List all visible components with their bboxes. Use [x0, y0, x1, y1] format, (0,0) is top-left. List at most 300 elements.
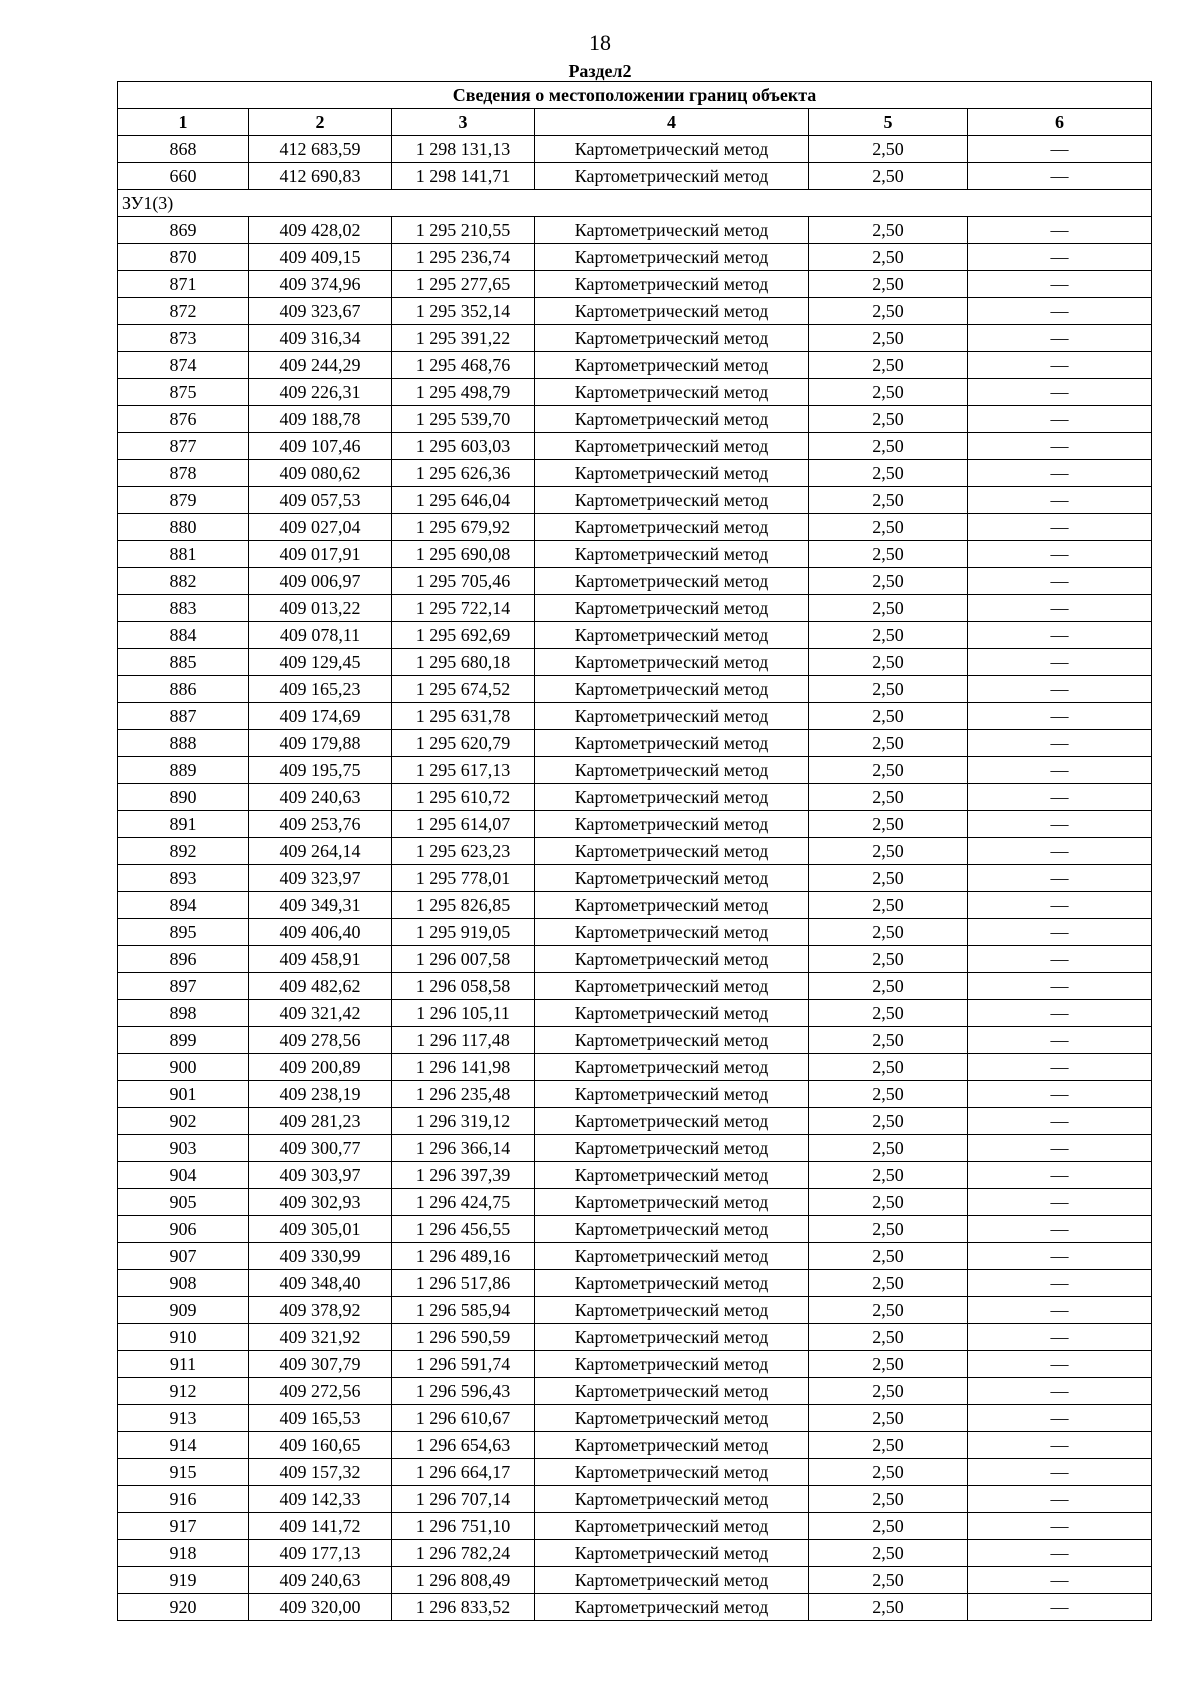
point-number-cell: 906: [118, 1216, 249, 1243]
y-coordinate-cell: 1 296 707,14: [392, 1486, 535, 1513]
accuracy-cell: 2,50: [809, 946, 968, 973]
table-row: [118, 487, 1152, 514]
table-row: [118, 838, 1152, 865]
point-number-cell: 911: [118, 1351, 249, 1378]
method-cell: Картометрический метод: [535, 271, 809, 298]
x-coordinate-cell: 409 078,11: [249, 622, 392, 649]
y-coordinate-cell: 1 296 489,16: [392, 1243, 535, 1270]
y-coordinate-cell: 1 295 620,79: [392, 730, 535, 757]
accuracy-cell: 2,50: [809, 865, 968, 892]
y-coordinate-cell: 1 295 690,08: [392, 541, 535, 568]
table-row: [118, 136, 1152, 163]
x-coordinate-cell: 412 683,59: [249, 136, 392, 163]
accuracy-cell: 2,50: [809, 1081, 968, 1108]
point-number-cell: 871: [118, 271, 249, 298]
point-number-cell: 893: [118, 865, 249, 892]
description-cell: —: [968, 676, 1152, 703]
table-row: [118, 1540, 1152, 1567]
table-row: [118, 217, 1152, 244]
description-cell: —: [968, 433, 1152, 460]
method-cell: Картометрический метод: [535, 865, 809, 892]
description-cell: —: [968, 541, 1152, 568]
point-number-cell: 904: [118, 1162, 249, 1189]
table-row: [118, 919, 1152, 946]
description-cell: —: [968, 1081, 1152, 1108]
y-coordinate-cell: 1 295 614,07: [392, 811, 535, 838]
column-header: 6: [968, 109, 1152, 136]
y-coordinate-cell: 1 296 235,48: [392, 1081, 535, 1108]
x-coordinate-cell: 409 482,62: [249, 973, 392, 1000]
accuracy-cell: 2,50: [809, 298, 968, 325]
y-coordinate-cell: 1 295 692,69: [392, 622, 535, 649]
accuracy-cell: 2,50: [809, 433, 968, 460]
method-cell: Картометрический метод: [535, 1459, 809, 1486]
point-number-cell: 913: [118, 1405, 249, 1432]
point-number-cell: 905: [118, 1189, 249, 1216]
description-cell: —: [968, 1405, 1152, 1432]
accuracy-cell: 2,50: [809, 622, 968, 649]
y-coordinate-cell: 1 296 751,10: [392, 1513, 535, 1540]
y-coordinate-cell: 1 296 654,63: [392, 1432, 535, 1459]
point-number-cell: 889: [118, 757, 249, 784]
accuracy-cell: 2,50: [809, 1216, 968, 1243]
method-cell: Картометрический метод: [535, 217, 809, 244]
description-cell: —: [968, 514, 1152, 541]
point-number-cell: 878: [118, 460, 249, 487]
page-number: 18: [589, 30, 611, 55]
table-row: [118, 1243, 1152, 1270]
accuracy-cell: 2,50: [809, 1054, 968, 1081]
table-row: [118, 649, 1152, 676]
accuracy-cell: 2,50: [809, 514, 968, 541]
table-row: [118, 1027, 1152, 1054]
accuracy-cell: 2,50: [809, 163, 968, 190]
y-coordinate-cell: 1 295 603,03: [392, 433, 535, 460]
x-coordinate-cell: 409 330,99: [249, 1243, 392, 1270]
y-coordinate-cell: 1 296 456,55: [392, 1216, 535, 1243]
method-cell: Картометрический метод: [535, 973, 809, 1000]
accuracy-cell: 2,50: [809, 1162, 968, 1189]
y-coordinate-cell: 1 295 919,05: [392, 919, 535, 946]
table-row: [118, 865, 1152, 892]
x-coordinate-cell: 409 409,15: [249, 244, 392, 271]
table-row: [118, 460, 1152, 487]
column-header: 3: [392, 109, 535, 136]
y-coordinate-cell: 1 295 674,52: [392, 676, 535, 703]
y-coordinate-cell: 1 295 236,74: [392, 244, 535, 271]
point-number-cell: 869: [118, 217, 249, 244]
point-number-cell: 873: [118, 325, 249, 352]
method-cell: Картометрический метод: [535, 1432, 809, 1459]
point-number-cell: 894: [118, 892, 249, 919]
point-number-cell: 875: [118, 379, 249, 406]
table-row: [118, 1297, 1152, 1324]
description-cell: —: [968, 136, 1152, 163]
point-number-cell: 660: [118, 163, 249, 190]
description-cell: —: [968, 1324, 1152, 1351]
description-cell: —: [968, 406, 1152, 433]
x-coordinate-cell: 409 195,75: [249, 757, 392, 784]
method-cell: Картометрический метод: [535, 487, 809, 514]
column-header: 2: [249, 109, 392, 136]
x-coordinate-cell: 409 157,32: [249, 1459, 392, 1486]
x-coordinate-cell: 409 129,45: [249, 649, 392, 676]
column-header: 1: [118, 109, 249, 136]
x-coordinate-cell: 409 378,92: [249, 1297, 392, 1324]
point-number-cell: 886: [118, 676, 249, 703]
table-row: [118, 1270, 1152, 1297]
accuracy-cell: 2,50: [809, 919, 968, 946]
accuracy-cell: 2,50: [809, 1378, 968, 1405]
description-cell: —: [968, 1459, 1152, 1486]
table-row: [118, 514, 1152, 541]
point-number-cell: 877: [118, 433, 249, 460]
table-row: [118, 1324, 1152, 1351]
accuracy-cell: 2,50: [809, 541, 968, 568]
description-cell: —: [968, 244, 1152, 271]
y-coordinate-cell: 1 296 117,48: [392, 1027, 535, 1054]
description-cell: —: [968, 838, 1152, 865]
accuracy-cell: 2,50: [809, 838, 968, 865]
accuracy-cell: 2,50: [809, 757, 968, 784]
table-row: [118, 811, 1152, 838]
table-row: [118, 244, 1152, 271]
point-number-cell: 888: [118, 730, 249, 757]
method-cell: Картометрический метод: [535, 1162, 809, 1189]
description-cell: —: [968, 1270, 1152, 1297]
method-cell: Картометрический метод: [535, 433, 809, 460]
y-coordinate-cell: 1 295 826,85: [392, 892, 535, 919]
point-number-cell: 918: [118, 1540, 249, 1567]
method-cell: Картометрический метод: [535, 379, 809, 406]
point-number-cell: 914: [118, 1432, 249, 1459]
description-cell: —: [968, 1054, 1152, 1081]
x-coordinate-cell: 409 244,29: [249, 352, 392, 379]
description-cell: —: [968, 217, 1152, 244]
y-coordinate-cell: 1 296 397,39: [392, 1162, 535, 1189]
y-coordinate-cell: 1 295 626,36: [392, 460, 535, 487]
method-cell: Картометрический метод: [535, 784, 809, 811]
accuracy-cell: 2,50: [809, 1351, 968, 1378]
group-label: ЗУ1(3): [118, 190, 1152, 217]
table-row: [118, 1189, 1152, 1216]
table-row: [118, 325, 1152, 352]
table-row: [118, 1513, 1152, 1540]
y-coordinate-cell: 1 295 646,04: [392, 487, 535, 514]
point-number-cell: 919: [118, 1567, 249, 1594]
method-cell: Картометрический метод: [535, 892, 809, 919]
method-cell: Картометрический метод: [535, 298, 809, 325]
y-coordinate-cell: 1 295 705,46: [392, 568, 535, 595]
table-row: [118, 1081, 1152, 1108]
point-number-cell: 882: [118, 568, 249, 595]
x-coordinate-cell: 409 303,97: [249, 1162, 392, 1189]
accuracy-cell: 2,50: [809, 784, 968, 811]
accuracy-cell: 2,50: [809, 1189, 968, 1216]
table-row: [118, 622, 1152, 649]
accuracy-cell: 2,50: [809, 1027, 968, 1054]
description-cell: —: [968, 1567, 1152, 1594]
point-number-cell: 909: [118, 1297, 249, 1324]
table-row: [118, 973, 1152, 1000]
accuracy-cell: 2,50: [809, 676, 968, 703]
point-number-cell: 879: [118, 487, 249, 514]
point-number-cell: 887: [118, 703, 249, 730]
accuracy-cell: 2,50: [809, 487, 968, 514]
table-row: [118, 1054, 1152, 1081]
description-cell: —: [968, 730, 1152, 757]
description-cell: —: [968, 352, 1152, 379]
method-cell: Картометрический метод: [535, 325, 809, 352]
x-coordinate-cell: 409 406,40: [249, 919, 392, 946]
method-cell: Картометрический метод: [535, 1324, 809, 1351]
y-coordinate-cell: 1 296 808,49: [392, 1567, 535, 1594]
x-coordinate-cell: 409 278,56: [249, 1027, 392, 1054]
x-coordinate-cell: 409 272,56: [249, 1378, 392, 1405]
y-coordinate-cell: 1 296 517,86: [392, 1270, 535, 1297]
method-cell: Картометрический метод: [535, 811, 809, 838]
table-row: [118, 1405, 1152, 1432]
method-cell: Картометрический метод: [535, 1216, 809, 1243]
description-cell: —: [968, 379, 1152, 406]
x-coordinate-cell: 409 160,65: [249, 1432, 392, 1459]
point-number-cell: 896: [118, 946, 249, 973]
x-coordinate-cell: 409 305,01: [249, 1216, 392, 1243]
method-cell: Картометрический метод: [535, 1378, 809, 1405]
x-coordinate-cell: 409 320,00: [249, 1594, 392, 1621]
x-coordinate-cell: 409 323,97: [249, 865, 392, 892]
y-coordinate-cell: 1 298 141,71: [392, 163, 535, 190]
accuracy-cell: 2,50: [809, 1567, 968, 1594]
x-coordinate-cell: 409 458,91: [249, 946, 392, 973]
y-coordinate-cell: 1 296 596,43: [392, 1378, 535, 1405]
y-coordinate-cell: 1 296 591,74: [392, 1351, 535, 1378]
accuracy-cell: 2,50: [809, 379, 968, 406]
description-cell: —: [968, 1216, 1152, 1243]
point-number-cell: 890: [118, 784, 249, 811]
x-coordinate-cell: 409 142,33: [249, 1486, 392, 1513]
x-coordinate-cell: 409 240,63: [249, 784, 392, 811]
point-number-cell: 891: [118, 811, 249, 838]
x-coordinate-cell: 409 348,40: [249, 1270, 392, 1297]
table-row: [118, 1000, 1152, 1027]
y-coordinate-cell: 1 296 105,11: [392, 1000, 535, 1027]
y-coordinate-cell: 1 296 366,14: [392, 1135, 535, 1162]
method-cell: Картометрический метод: [535, 1594, 809, 1621]
accuracy-cell: 2,50: [809, 568, 968, 595]
y-coordinate-cell: 1 295 610,72: [392, 784, 535, 811]
x-coordinate-cell: 409 179,88: [249, 730, 392, 757]
point-number-cell: 900: [118, 1054, 249, 1081]
description-cell: —: [968, 271, 1152, 298]
description-cell: —: [968, 163, 1152, 190]
method-cell: Картометрический метод: [535, 703, 809, 730]
method-cell: Картометрический метод: [535, 838, 809, 865]
point-number-cell: 874: [118, 352, 249, 379]
method-cell: Картометрический метод: [535, 541, 809, 568]
accuracy-cell: 2,50: [809, 973, 968, 1000]
accuracy-cell: 2,50: [809, 595, 968, 622]
table-row: [118, 757, 1152, 784]
point-number-cell: 916: [118, 1486, 249, 1513]
description-cell: —: [968, 703, 1152, 730]
accuracy-cell: 2,50: [809, 1243, 968, 1270]
description-cell: —: [968, 1243, 1152, 1270]
x-coordinate-cell: 409 165,53: [249, 1405, 392, 1432]
accuracy-cell: 2,50: [809, 1432, 968, 1459]
method-cell: Картометрический метод: [535, 919, 809, 946]
accuracy-cell: 2,50: [809, 244, 968, 271]
method-cell: Картометрический метод: [535, 1270, 809, 1297]
method-cell: Картометрический метод: [535, 1540, 809, 1567]
method-cell: Картометрический метод: [535, 1351, 809, 1378]
x-coordinate-cell: 409 428,02: [249, 217, 392, 244]
table-row: [118, 892, 1152, 919]
accuracy-cell: 2,50: [809, 1459, 968, 1486]
point-number-cell: 895: [118, 919, 249, 946]
y-coordinate-cell: 1 296 319,12: [392, 1108, 535, 1135]
description-cell: —: [968, 1378, 1152, 1405]
point-number-cell: 908: [118, 1270, 249, 1297]
table-row: [118, 1432, 1152, 1459]
table-row: [118, 1567, 1152, 1594]
x-coordinate-cell: 409 323,67: [249, 298, 392, 325]
column-header: 4: [535, 109, 809, 136]
point-number-cell: 903: [118, 1135, 249, 1162]
accuracy-cell: 2,50: [809, 1405, 968, 1432]
x-coordinate-cell: 409 107,46: [249, 433, 392, 460]
accuracy-cell: 2,50: [809, 1108, 968, 1135]
x-coordinate-cell: 409 300,77: [249, 1135, 392, 1162]
description-cell: —: [968, 325, 1152, 352]
table-row: [118, 352, 1152, 379]
point-number-cell: 912: [118, 1378, 249, 1405]
description-cell: —: [968, 946, 1152, 973]
description-cell: —: [968, 649, 1152, 676]
accuracy-cell: 2,50: [809, 892, 968, 919]
description-cell: —: [968, 1486, 1152, 1513]
method-cell: Картометрический метод: [535, 1135, 809, 1162]
x-coordinate-cell: 409 057,53: [249, 487, 392, 514]
point-number-cell: 884: [118, 622, 249, 649]
description-cell: —: [968, 1351, 1152, 1378]
method-cell: Картометрический метод: [535, 1486, 809, 1513]
method-cell: Картометрический метод: [535, 1108, 809, 1135]
table-row: [118, 1135, 1152, 1162]
y-coordinate-cell: 1 296 424,75: [392, 1189, 535, 1216]
description-cell: —: [968, 1108, 1152, 1135]
x-coordinate-cell: 409 200,89: [249, 1054, 392, 1081]
description-cell: —: [968, 1594, 1152, 1621]
x-coordinate-cell: 409 240,63: [249, 1567, 392, 1594]
description-cell: —: [968, 568, 1152, 595]
x-coordinate-cell: 409 302,93: [249, 1189, 392, 1216]
x-coordinate-cell: 409 238,19: [249, 1081, 392, 1108]
method-cell: Картометрический метод: [535, 595, 809, 622]
point-number-cell: 868: [118, 136, 249, 163]
column-header: 5: [809, 109, 968, 136]
accuracy-cell: 2,50: [809, 811, 968, 838]
y-coordinate-cell: 1 296 007,58: [392, 946, 535, 973]
x-coordinate-cell: 409 281,23: [249, 1108, 392, 1135]
y-coordinate-cell: 1 296 610,67: [392, 1405, 535, 1432]
method-cell: Картометрический метод: [535, 460, 809, 487]
y-coordinate-cell: 1 296 141,98: [392, 1054, 535, 1081]
table-row: [118, 433, 1152, 460]
y-coordinate-cell: 1 296 058,58: [392, 973, 535, 1000]
table-row: [118, 703, 1152, 730]
description-cell: —: [968, 487, 1152, 514]
y-coordinate-cell: 1 296 590,59: [392, 1324, 535, 1351]
x-coordinate-cell: 409 253,76: [249, 811, 392, 838]
accuracy-cell: 2,50: [809, 1324, 968, 1351]
y-coordinate-cell: 1 295 391,22: [392, 325, 535, 352]
accuracy-cell: 2,50: [809, 406, 968, 433]
accuracy-cell: 2,50: [809, 1594, 968, 1621]
y-coordinate-cell: 1 298 131,13: [392, 136, 535, 163]
y-coordinate-cell: 1 295 722,14: [392, 595, 535, 622]
method-cell: Картометрический метод: [535, 946, 809, 973]
point-number-cell: 892: [118, 838, 249, 865]
section-title: Раздел2: [568, 61, 632, 81]
point-number-cell: 901: [118, 1081, 249, 1108]
method-cell: Картометрический метод: [535, 352, 809, 379]
y-coordinate-cell: 1 295 539,70: [392, 406, 535, 433]
method-cell: Картометрический метод: [535, 1027, 809, 1054]
y-coordinate-cell: 1 296 585,94: [392, 1297, 535, 1324]
point-number-cell: 899: [118, 1027, 249, 1054]
y-coordinate-cell: 1 295 631,78: [392, 703, 535, 730]
x-coordinate-cell: 409 349,31: [249, 892, 392, 919]
accuracy-cell: 2,50: [809, 325, 968, 352]
method-cell: Картометрический метод: [535, 1000, 809, 1027]
description-cell: —: [968, 1432, 1152, 1459]
description-cell: —: [968, 595, 1152, 622]
x-coordinate-cell: 409 307,79: [249, 1351, 392, 1378]
y-coordinate-cell: 1 295 352,14: [392, 298, 535, 325]
point-number-cell: 880: [118, 514, 249, 541]
method-cell: Картометрический метод: [535, 1405, 809, 1432]
description-cell: —: [968, 460, 1152, 487]
description-cell: —: [968, 1027, 1152, 1054]
point-number-cell: 902: [118, 1108, 249, 1135]
y-coordinate-cell: 1 295 210,55: [392, 217, 535, 244]
y-coordinate-cell: 1 296 833,52: [392, 1594, 535, 1621]
description-cell: —: [968, 1000, 1152, 1027]
table-row: [118, 406, 1152, 433]
table-row: [118, 541, 1152, 568]
method-cell: Картометрический метод: [535, 730, 809, 757]
description-cell: —: [968, 892, 1152, 919]
table-row: [118, 946, 1152, 973]
description-cell: —: [968, 811, 1152, 838]
accuracy-cell: 2,50: [809, 1135, 968, 1162]
description-cell: —: [968, 1135, 1152, 1162]
description-cell: —: [968, 1513, 1152, 1540]
accuracy-cell: 2,50: [809, 460, 968, 487]
method-cell: Картометрический метод: [535, 1297, 809, 1324]
accuracy-cell: 2,50: [809, 703, 968, 730]
table-row: [118, 271, 1152, 298]
table-row: [118, 1351, 1152, 1378]
table-row: [118, 595, 1152, 622]
x-coordinate-cell: 409 316,34: [249, 325, 392, 352]
x-coordinate-cell: 409 165,23: [249, 676, 392, 703]
table-header-row: [118, 109, 1152, 136]
table-caption: Сведения о местоположении границ объекта: [118, 82, 1152, 109]
method-cell: Картометрический метод: [535, 1243, 809, 1270]
table-row: [118, 1216, 1152, 1243]
